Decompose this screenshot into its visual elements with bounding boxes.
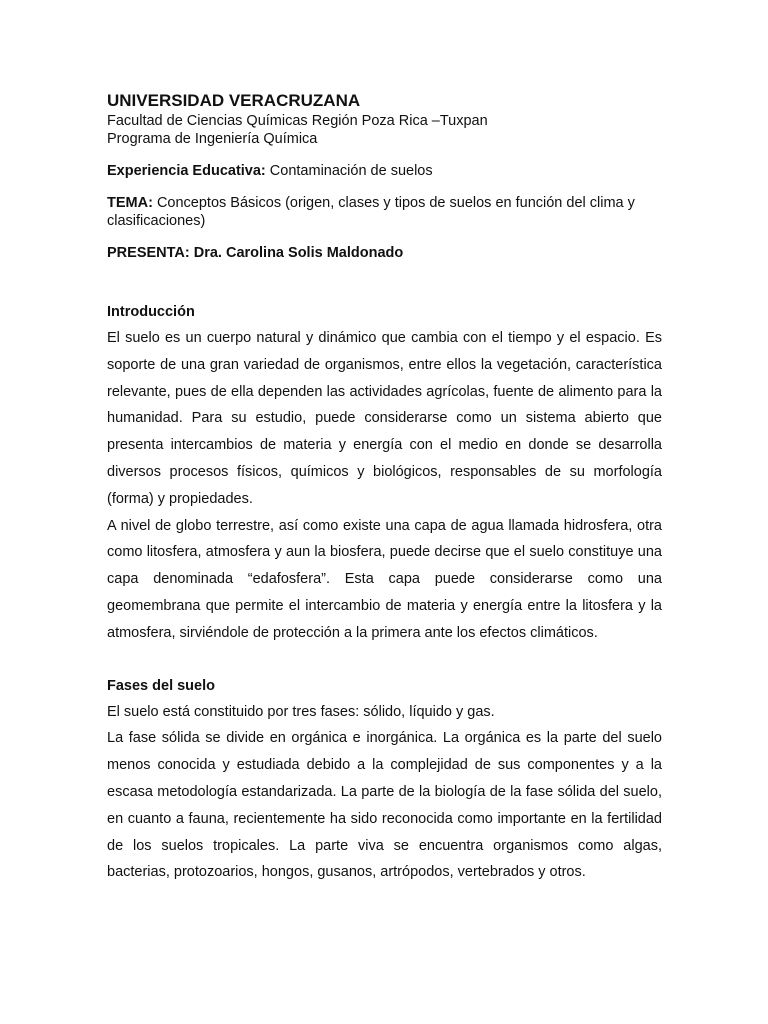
topic-value: Conceptos Básicos (origen, clases y tipos de suelos en función del clima y clasificaciones) <box>107 195 635 229</box>
topic-line <box>107 194 662 230</box>
section-heading-introduccion: Introducción <box>107 304 195 320</box>
university-title: UNIVERSIDAD VERACRUZANA <box>107 91 361 110</box>
topic-label: TEMA: <box>107 195 153 211</box>
program-line: Programa de Ingeniería Química <box>107 131 318 147</box>
course-line <box>107 162 662 180</box>
intro-paragraph-2: A nivel de globo terrestre, así como existe una capa de agua llamada hidrosfera, otra como litosfera, atmosfera y aun la biosfera, puede decirse que el suelo constituye una capa denominada “edafosfera”. Esta capa puede considerarse como una geomembrana que permite el intercambio de materia y energía entre la litosfera y la atmosfera, sirviéndole de protección a la primera ante los efectos climáticos. <box>107 517 662 641</box>
course-value: Contaminación de suelos <box>265 163 433 179</box>
document-content <box>107 90 662 886</box>
intro-paragraph-1: El suelo es un cuerpo natural y dinámico que cambia con el tiempo y el espacio. Es soporte de una gran variedad de organismos, entre ellos la vegetación, característica relevante, pues de ella dependen las actividades agrícolas, fuente de alimento para la humanidad. Para su estudio, puede considerarse como un sistema abierto que presenta intercambios de materia y energía con el medio en donde se desarrolla diversos procesos físicos, químicos y biológicos, responsables de su morfología (forma) y propiedades. <box>107 330 662 507</box>
fases-paragraph-1: El suelo está constituido por tres fases: sólido, líquido y gas. <box>107 703 495 720</box>
faculty-line: Facultad de Ciencias Químicas Región Poza Rica –Tuxpan <box>107 113 488 129</box>
section-heading-fases: Fases del suelo <box>107 677 215 694</box>
presenter-line: PRESENTA: Dra. Carolina Solis Maldonado <box>107 245 404 261</box>
fases-paragraph-2: La fase sólida se divide en orgánica e inorgánica. La orgánica es la parte del suelo menos conocida y estudiada debido a la complejidad de sus componentes y a la escasa metodología estandarizada. La parte de la biología de la fase sólida del suelo, en cuanto a fauna, recientemente ha sido reconocida como importante en la fertilidad de los suelos tropicales. La parte viva se encuentra organismos como algas, bacterias, protozoarios, hongos, gusanos, artrópodos, vertebrados y otros. <box>107 730 662 881</box>
course-label: Experiencia Educativa: <box>107 163 266 179</box>
